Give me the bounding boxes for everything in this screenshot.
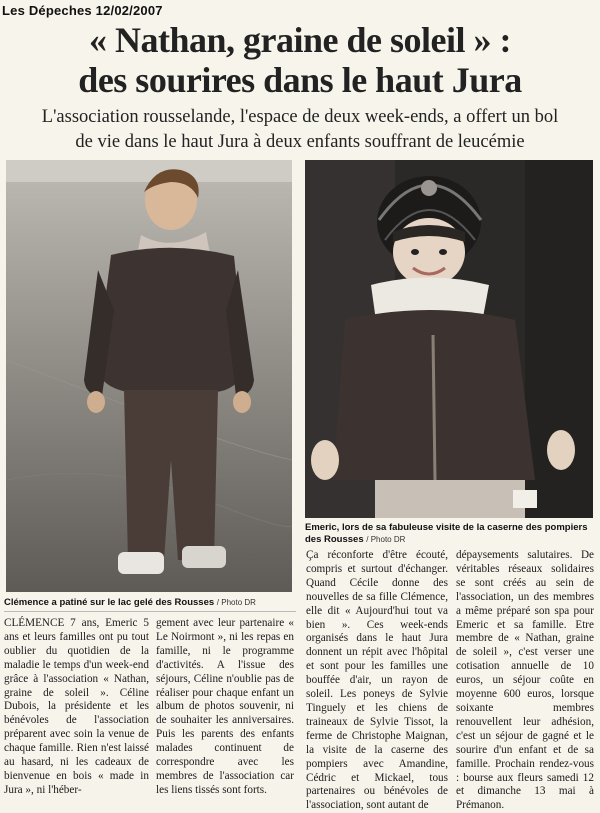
- article-column-1: CLÉMENCE 7 ans, Emeric 5 ans et leurs familles ont pu tout oublier du quotidien de la maladie le temps d'un week-end grâce à l'association « Nathan, graine de soleil ». Céline Dubois, la présidente et les bénévoles de l'association préparent avec soin la venue de chaque famille. Rien n'est laissé au hasard, ni les cadeaux de bienvenue en bois « made in Jura », ni l'héber-: [4, 617, 149, 796]
- photo-clemence-illustration: [6, 160, 292, 592]
- subheadline-line-2: de vie dans le haut Jura à deux enfants souffrant de leucémie: [75, 132, 525, 152]
- photo-clemence-frozen-lake: [6, 160, 292, 592]
- headline-line-2: des sourires dans le haut Jura: [78, 60, 522, 100]
- caption-right-text: Emeric, lors de sa fabuleuse visite de la caserne des pompiers des Rousses: [305, 522, 588, 545]
- column-divider: [4, 611, 296, 612]
- caption-left-credit: / Photo DR: [216, 598, 256, 607]
- caption-right-credit: / Photo DR: [366, 535, 406, 544]
- photo-emeric-illustration: [305, 160, 593, 518]
- photo-emeric-firefighter-helmet: [305, 160, 593, 518]
- caption-right-photo: [305, 522, 595, 546]
- article-column-4: dépaysements salutaires. De véritables réseaux solidaires se sont créés au sein de l'association, un des membres a même préparé son spa pour Emeric et sa famille. Etre membre de « Nathan, graine de soleil », c'est verser une cotisation annuelle de 10 euros, un séjour coûte en moyenne 600 euros, lorsque soixante membres renouvellent leur adhésion, c'est un séjour de gagné et le sourire d'un enfant et de sa famille. Prochain rendez-vous : bourse aux fleurs samedi 12 et dimanche 13 mai à Prémanon.: [456, 549, 594, 812]
- headline-line-1: « Nathan, graine de soleil » :: [89, 20, 511, 60]
- article-column-3: Ça réconforte d'être écouté, compris et surtout d'échanger. Quand Cécile donne des nouvelles de sa fille Clémence, elle dit « Aujourd'hui tout va bien ». Ces week-ends organisés dans le haut Jura donnent un répit avec l'hôpital et sont pour les familles une bouffée d'air, un rayon de soleil. Les poneys de Sylvie Tinguely et les chiens de traineaux de Sylvie Tissot, la ferme de Christophe Maignan, la visite de la caserne des pompiers avec Amandine, Cédric et Mickael, tous partenaires ou bénévoles de l'association, sont autant de: [306, 549, 448, 812]
- caption-left-text: Clémence a patiné sur le lac gelé des Rousses: [4, 597, 215, 608]
- source-line: Les Dépeches 12/02/2007: [2, 3, 163, 18]
- subheadline: [14, 105, 586, 155]
- article-column-2: gement avec leur partenaire « Le Noirmont », ni les repas en famille, ni le programme d'activités. A l'issue des séjours, Céline n'oublie pas de réaliser pour chaque enfant un album de photos souvenir, ni de souhaiter les anniversaires. Puis les parents des enfants malades continuent de correspondre avec les membres de l'association car les liens tissés sont forts.: [156, 617, 294, 796]
- subheadline-line-1: L'association rousselande, l'espace de deux week-ends, a offert un bol: [41, 107, 559, 127]
- caption-left-photo: [4, 597, 304, 609]
